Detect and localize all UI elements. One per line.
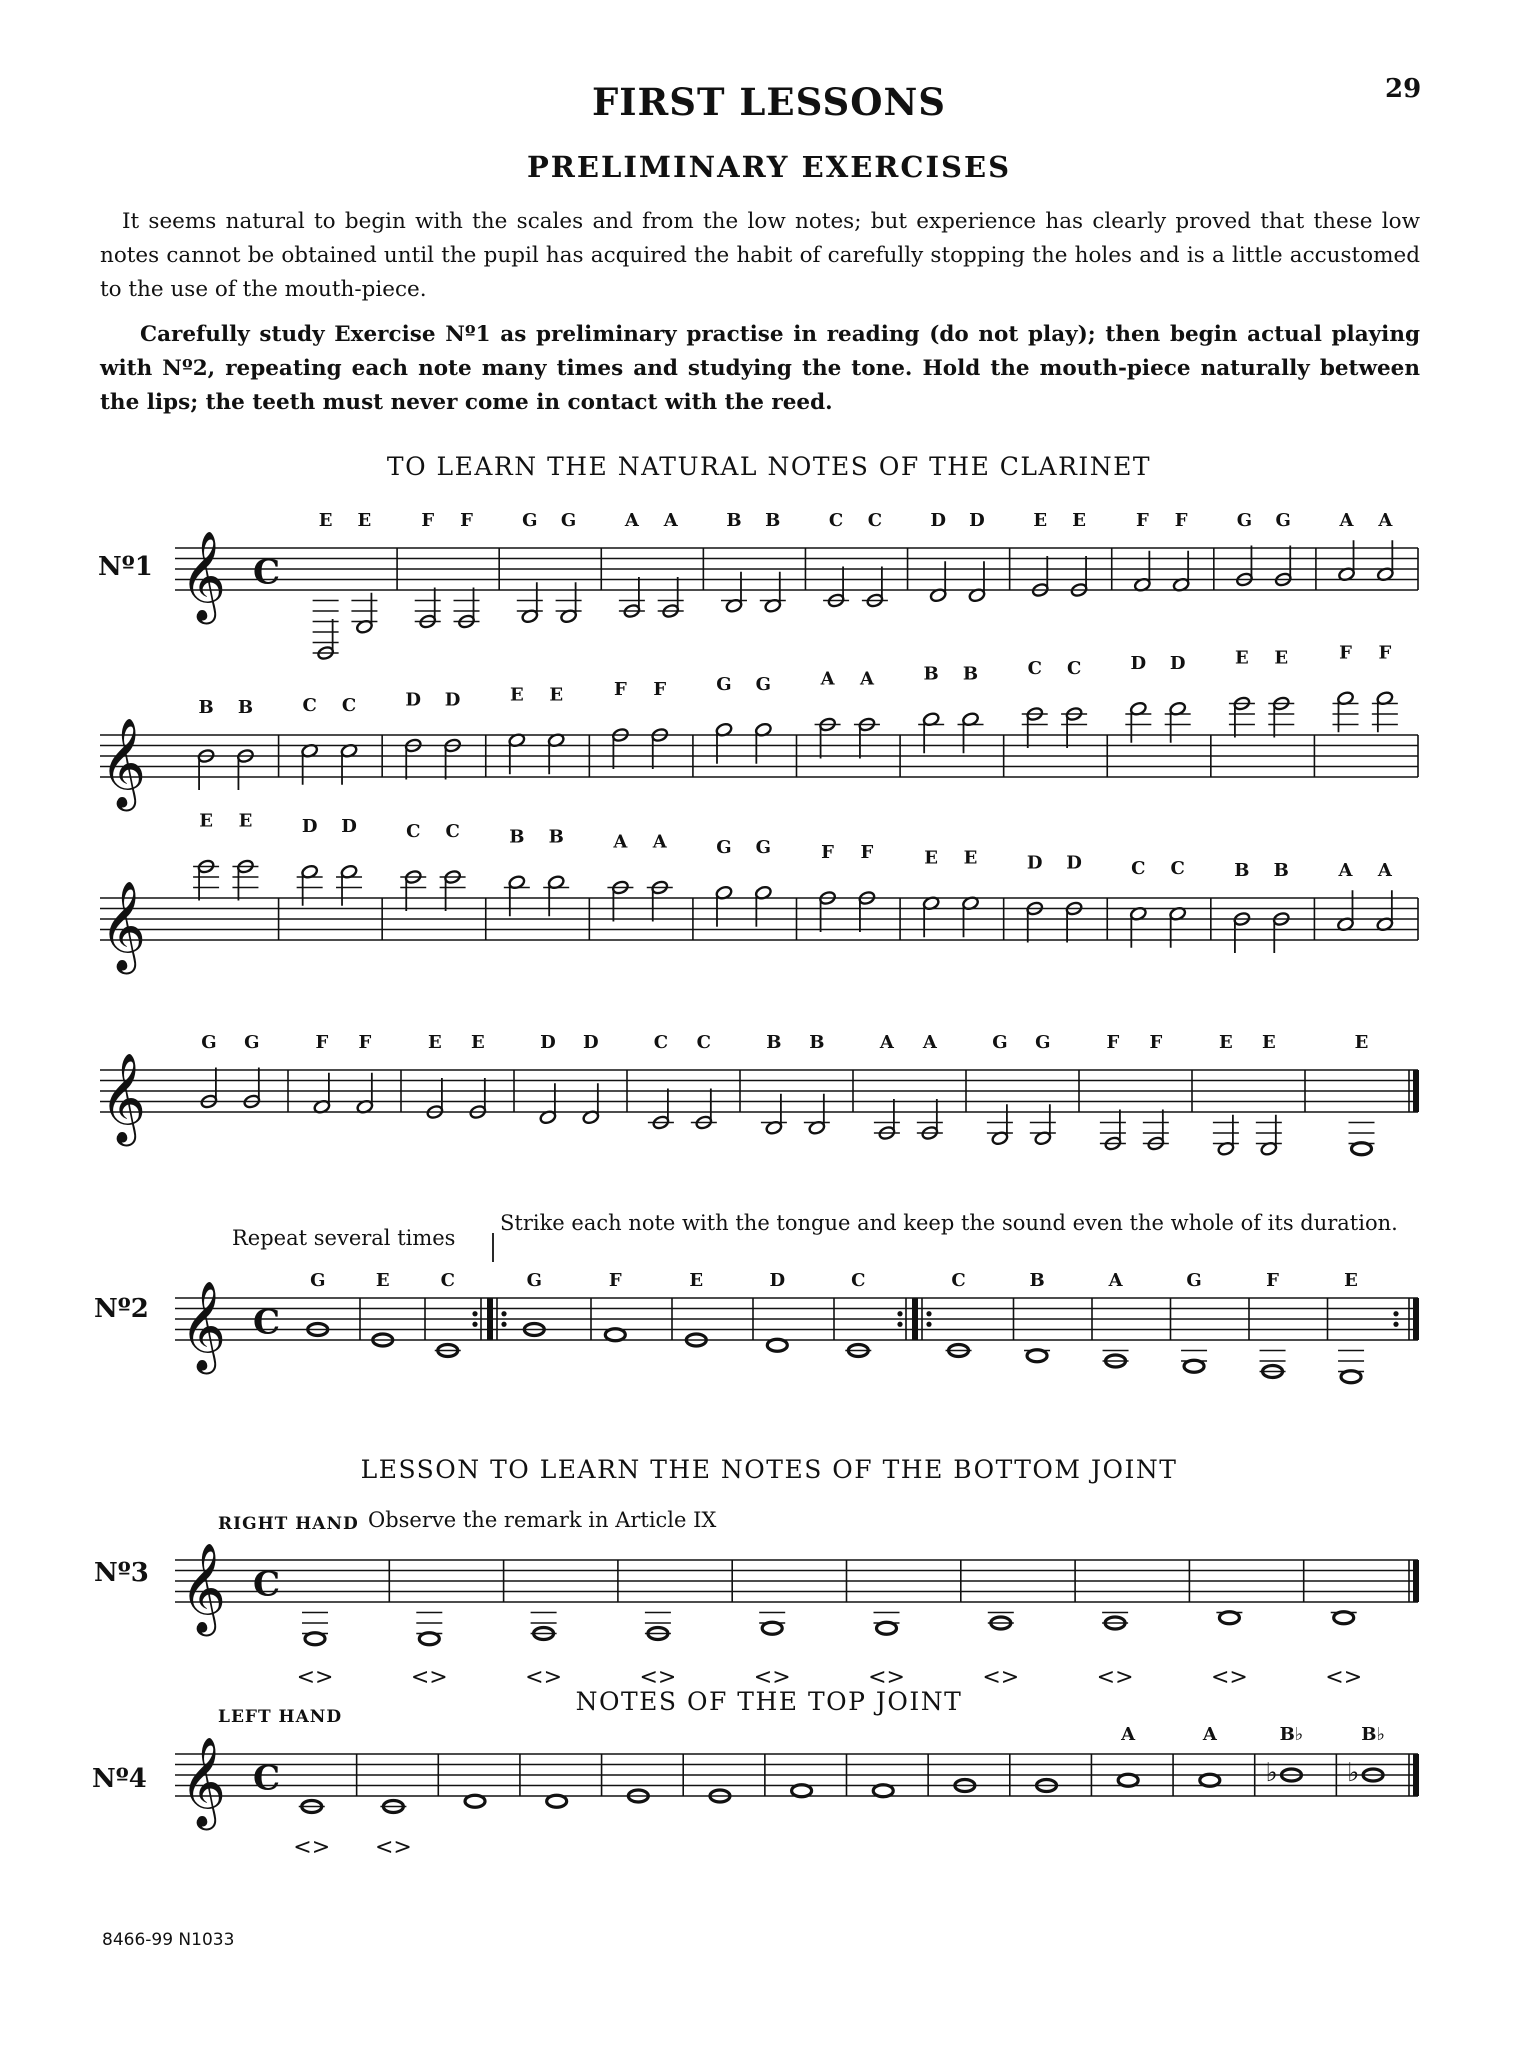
note-name-label: E xyxy=(1235,647,1249,669)
intro-paragraph-1: It seems natural to begin with the scales and from the low notes; but experience has clearly proved that these low notes cannot be obtained until the pupil has acquired the habit of carefully stopping the holes and is a little accustomed to the use of the mouth-piece. xyxy=(100,209,1420,302)
note-name-label: E xyxy=(1344,1270,1358,1291)
note-name-label: B xyxy=(548,826,564,848)
final-barline xyxy=(1413,1298,1419,1340)
note-name-label: F xyxy=(421,510,435,531)
note-name-label: F xyxy=(860,842,874,863)
articulation-mark: <> xyxy=(1210,1665,1248,1690)
treble-clef: 𝄞 xyxy=(100,881,147,971)
note-name-label: A xyxy=(1121,1724,1136,1745)
note-name-label: F xyxy=(1266,1270,1279,1291)
note-name-label: D xyxy=(1169,652,1186,674)
intro-paragraph-2: Carefully study Exercise Nº1 as preliminary practise in reading (do not play); then begin actual playing with Nº2, repeating each note many times and studying the tone. Hold the mouth-piece naturally between the lips; the teeth must never come in contact with the reed. xyxy=(100,322,1420,415)
note-name-label: B♭ xyxy=(1361,1724,1385,1745)
section-heading-bottom-joint: LESSON TO LEARN THE NOTES OF THE BOTTOM JOINT xyxy=(360,1455,1178,1484)
note-name-label: F xyxy=(1106,1032,1120,1053)
treble-clef: 𝄞 xyxy=(180,1281,227,1371)
note-name-label: A xyxy=(1378,510,1393,531)
note-name-label: A xyxy=(1339,510,1354,531)
repeat-instruction: Repeat several times xyxy=(232,1226,456,1250)
repeat-dot xyxy=(1393,1322,1398,1327)
common-time-signature: C xyxy=(253,1758,281,1799)
note-name-label: A xyxy=(663,510,678,531)
note-name-label: D xyxy=(969,510,985,531)
note-name-label: F xyxy=(315,1032,329,1053)
note-name-label: E xyxy=(238,810,253,832)
note-name-label: F xyxy=(1339,642,1352,664)
note-name-label: B xyxy=(237,697,254,718)
note-name-label: F xyxy=(1135,510,1149,531)
whole-note-head xyxy=(1334,1612,1354,1624)
note-name-label: B xyxy=(1273,860,1289,881)
note-name-label: A xyxy=(624,510,639,531)
repeat-barline xyxy=(912,1298,918,1340)
note-name-label: B xyxy=(923,663,939,685)
note-name-label: C xyxy=(341,694,357,716)
note-name-label: G xyxy=(1186,1270,1202,1291)
note-name-label: A xyxy=(1202,1724,1217,1745)
repeat-dot xyxy=(897,1322,902,1327)
repeat-dot xyxy=(897,1311,902,1316)
note-name-label: D xyxy=(1026,852,1043,874)
note-name-label: B xyxy=(766,1032,782,1053)
note-name-label: C xyxy=(445,821,460,842)
note-name-label: A xyxy=(879,1032,894,1053)
note-name-label: C xyxy=(653,1032,669,1053)
note-name-label: C xyxy=(1170,857,1185,879)
right-hand-label: RIGHT HAND xyxy=(218,1514,359,1534)
note-name-label: C xyxy=(440,1270,455,1291)
note-name-label: D xyxy=(1130,652,1147,674)
note-name-label: A xyxy=(1108,1270,1123,1291)
note-name-label: E xyxy=(199,810,213,832)
note-name-label: C xyxy=(951,1270,966,1291)
articulation-mark: <> xyxy=(293,1835,331,1860)
note-name-label: D xyxy=(444,689,461,711)
note-name-label: G xyxy=(992,1032,1008,1053)
whole-note-head xyxy=(762,1622,782,1634)
note-name-label: B xyxy=(809,1032,825,1053)
note-name-label: F xyxy=(358,1032,372,1053)
note-name-label: C xyxy=(851,1270,866,1291)
whole-note-head xyxy=(305,1633,325,1645)
note-name-label: G xyxy=(310,1270,326,1291)
note-name-label: F xyxy=(821,842,834,863)
repeat-barline xyxy=(487,1298,493,1340)
note-name-label: C xyxy=(302,694,317,716)
note-name-label: D xyxy=(341,815,357,837)
whole-note-head xyxy=(1219,1612,1239,1624)
common-time-signature: C xyxy=(253,1564,281,1605)
note-name-label: E xyxy=(428,1032,442,1053)
note-name-label: E xyxy=(1033,510,1048,531)
treble-clef: 𝄞 xyxy=(180,531,227,621)
whole-note-head xyxy=(877,1622,897,1634)
note-name-label: A xyxy=(652,831,667,853)
note-name-label: G xyxy=(244,1032,260,1053)
note-name-label: B xyxy=(1029,1270,1045,1291)
note-name-label: G xyxy=(522,510,538,531)
note-name-label: E xyxy=(1072,510,1086,531)
note-name-label: E xyxy=(375,1270,390,1291)
articulation-mark: <> xyxy=(639,1665,677,1690)
note-name-label: F xyxy=(608,1270,622,1291)
final-barline xyxy=(1413,1754,1419,1796)
flat-sign: ♭ xyxy=(1347,1758,1360,1788)
note-name-label: A xyxy=(922,1032,937,1053)
note-name-label: E xyxy=(357,510,372,531)
whole-note-head xyxy=(873,1785,893,1797)
note-name-label: B xyxy=(198,697,214,718)
whole-note-head xyxy=(792,1785,812,1797)
note-name-label: G xyxy=(716,673,732,695)
note-name-label: G xyxy=(755,836,772,858)
exercise-label-no4: Nº4 xyxy=(92,1764,147,1794)
note-name-label: B♭ xyxy=(1279,1724,1304,1745)
note-name-label: B xyxy=(765,510,781,531)
note-name-label: F xyxy=(1378,642,1392,664)
repeat-dot xyxy=(472,1311,477,1316)
exercise-label-no2: Nº2 xyxy=(94,1294,149,1324)
note-name-label: D xyxy=(583,1032,599,1053)
articulation-mark: <> xyxy=(982,1665,1020,1690)
articulation-mark: <> xyxy=(1096,1665,1134,1690)
note-name-label: G xyxy=(755,673,772,695)
whole-note-head xyxy=(465,1795,485,1807)
note-name-label: D xyxy=(405,689,422,711)
note-name-label: C xyxy=(406,821,421,842)
note-name-label: F xyxy=(1149,1032,1163,1053)
note-name-label: D xyxy=(769,1270,786,1291)
final-barline xyxy=(1413,1070,1419,1112)
note-name-label: A xyxy=(820,668,835,690)
whole-note-head xyxy=(547,1795,567,1807)
note-name-label: E xyxy=(470,1032,485,1053)
note-name-label: B xyxy=(1234,860,1250,881)
common-time-signature: C xyxy=(253,552,281,593)
page-subtitle: PRELIMINARY EXERCISES xyxy=(526,150,1012,184)
note-name-label: C xyxy=(696,1032,712,1053)
note-name-label: B xyxy=(509,826,525,848)
note-name-label: C xyxy=(1131,857,1146,879)
whole-note-head xyxy=(1184,1360,1204,1372)
treble-clef: 𝄞 xyxy=(100,1053,147,1143)
note-name-label: A xyxy=(613,831,628,853)
articulation-mark: <> xyxy=(374,1835,412,1860)
whole-note-head xyxy=(1200,1774,1220,1786)
note-name-label: E xyxy=(1274,647,1289,669)
note-name-label: G xyxy=(526,1270,542,1291)
article-remark: Observe the remark in Article IX xyxy=(368,1508,717,1532)
page-number: 29 xyxy=(1385,74,1422,104)
treble-clef: 𝄞 xyxy=(100,718,147,808)
repeat-dot xyxy=(926,1322,931,1327)
note-name-label: F xyxy=(614,679,627,700)
whole-note-head xyxy=(1341,1371,1361,1383)
repeat-dot xyxy=(1393,1311,1398,1316)
note-name-label: G xyxy=(201,1032,217,1053)
whole-note-head xyxy=(1027,1350,1047,1362)
repeat-dot xyxy=(501,1311,506,1316)
section-heading-natural-notes: TO LEARN THE NATURAL NOTES OF THE CLARINET xyxy=(386,452,1152,481)
note-name-label: F xyxy=(1174,510,1188,531)
common-time-signature: C xyxy=(253,1302,281,1343)
note-name-label: E xyxy=(318,510,333,531)
exercise-label-no3: Nº3 xyxy=(94,1558,149,1588)
note-name-label: E xyxy=(963,847,978,869)
note-name-label: B xyxy=(726,510,742,531)
whole-note-head xyxy=(419,1633,439,1645)
repeat-dot xyxy=(501,1322,506,1327)
note-name-label: A xyxy=(859,668,874,690)
note-name-label: C xyxy=(867,510,883,531)
note-name-label: C xyxy=(1066,658,1082,679)
treble-clef: 𝄞 xyxy=(180,1543,227,1633)
note-name-label: F xyxy=(460,510,473,531)
whole-note-head xyxy=(605,1329,625,1341)
note-name-label: E xyxy=(1354,1032,1369,1053)
note-name-label: C xyxy=(1027,658,1042,679)
note-name-label: D xyxy=(540,1032,556,1053)
flat-sign: ♭ xyxy=(1265,1758,1278,1788)
articulation-mark: <> xyxy=(868,1665,905,1690)
articulation-mark: <> xyxy=(525,1665,563,1690)
note-name-label: C xyxy=(828,510,844,531)
exercise-label-no1: Nº1 xyxy=(98,552,153,582)
tongue-instruction: Strike each note with the tongue and keep the sound even the whole of its duration. xyxy=(500,1211,1398,1235)
whole-note-head xyxy=(767,1339,787,1351)
note-name-label: A xyxy=(1377,860,1392,881)
treble-clef: 𝄞 xyxy=(180,1737,227,1827)
footer-code: 8466-99 N1033 xyxy=(102,1930,235,1950)
note-name-label: F xyxy=(653,679,667,700)
repeat-dot xyxy=(472,1322,477,1327)
note-name-label: E xyxy=(689,1270,704,1291)
note-name-label: E xyxy=(1261,1032,1276,1053)
note-name-label: G xyxy=(716,836,732,858)
whole-note-head xyxy=(1352,1143,1372,1155)
note-name-label: E xyxy=(549,684,564,706)
note-name-label: D xyxy=(1066,852,1082,874)
whole-note-head xyxy=(1118,1774,1138,1786)
articulation-mark: <> xyxy=(296,1665,334,1690)
left-hand-label: LEFT HAND xyxy=(218,1707,343,1727)
articulation-mark: <> xyxy=(410,1665,448,1690)
note-name-label: D xyxy=(301,815,318,837)
note-name-label: G xyxy=(1236,510,1253,531)
repeat-dot xyxy=(926,1311,931,1316)
note-name-label: A xyxy=(1338,860,1353,881)
section-heading-top-joint: NOTES OF THE TOP JOINT xyxy=(575,1687,963,1716)
note-name-label: E xyxy=(924,847,939,869)
note-name-label: G xyxy=(1035,1032,1051,1053)
note-name-label: G xyxy=(1275,510,1291,531)
note-name-label: E xyxy=(509,684,524,706)
note-name-label: B xyxy=(962,663,979,685)
final-barline xyxy=(1413,1560,1419,1602)
articulation-mark: <> xyxy=(753,1665,791,1690)
note-name-label: G xyxy=(560,510,577,531)
note-name-label: D xyxy=(930,510,946,531)
articulation-mark: <> xyxy=(1325,1665,1363,1690)
page-title: FIRST LESSONS xyxy=(591,80,947,124)
note-name-label: E xyxy=(1219,1032,1233,1053)
